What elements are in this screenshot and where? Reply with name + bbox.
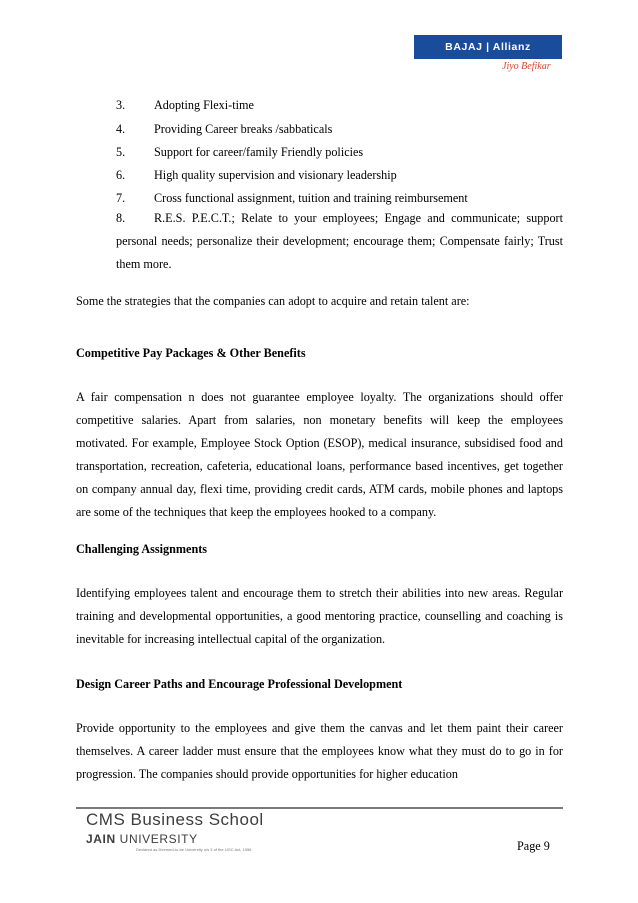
section-heading: Challenging Assignments bbox=[76, 542, 208, 556]
list-number: 7. bbox=[116, 191, 126, 205]
footer-school-name: CMS Business School bbox=[86, 810, 264, 829]
footer-university bbox=[86, 832, 198, 846]
intro-paragraph: Some the strategies that the companies can adopt to acquire and retain talent are: bbox=[76, 294, 470, 308]
list-text-continued: personal needs; personalize their development; encourage them; Compensate fairly; Trust them more. bbox=[116, 234, 563, 271]
university-name-bold: JAIN bbox=[86, 832, 116, 846]
list-number: 6. bbox=[116, 168, 126, 182]
section-paragraph: Identifying employees talent and encourage them to stretch their abilities into new areas. Regular training and developmental opportunities, a good mentoring practice, counselling and coaching is inevitable for increasing intellectual capital of the organization. bbox=[76, 586, 563, 646]
page-number: Page 9 bbox=[517, 839, 550, 853]
logo-text: BAJAJ | Allianz bbox=[445, 41, 531, 53]
list-number: 3. bbox=[116, 98, 126, 112]
section-paragraph: Provide opportunity to the employees and give them the canvas and let them paint their career themselves. A career ladder must ensure that the employees know what they must do to go in for progression. The companies should provide opportunities for higher education bbox=[76, 721, 563, 781]
section-heading: Competitive Pay Packages & Other Benefits bbox=[76, 346, 306, 360]
section-paragraph: A fair compensation n does not guarantee employee loyalty. The organizations should offer competitive salaries. Apart from salaries, non monetary benefits will keep the employees motivated. For example, Employee Stock Option (ESOP), medical insurance, subsidised food and transportation, recreation, cafeteria, educational loans, performance based incentives, get together on company annual day, flexi time, providing credit cards, ATM cards, mobile phones and laptops are some of the techniques that keep the employees hooked to a company. bbox=[76, 390, 563, 519]
list-number: 8. bbox=[116, 211, 126, 225]
university-name-rest: UNIVERSITY bbox=[115, 832, 198, 846]
section-heading: Design Career Paths and Encourage Professional Development bbox=[76, 677, 403, 691]
list-item bbox=[116, 207, 563, 276]
list-number: 4. bbox=[116, 122, 126, 136]
list-text: Support for career/family Friendly policies bbox=[154, 145, 364, 159]
logo-tagline: Jiyo Befikar bbox=[502, 61, 551, 72]
list-text: R.E.S. P.E.C.T.; Relate to your employees; Engage and communicate; support bbox=[154, 211, 563, 225]
list-text: Providing Career breaks /sabbaticals bbox=[154, 122, 333, 136]
footer-divider bbox=[76, 807, 563, 809]
list-text: Cross functional assignment, tuition and training reimbursement bbox=[154, 191, 468, 205]
footer-subtext: Declared as Deemed-to-be University u/s 3 of the UGC Act, 1956 bbox=[136, 847, 252, 852]
bajaj-allianz-logo bbox=[414, 35, 562, 59]
list-text: High quality supervision and visionary leadership bbox=[154, 168, 397, 182]
list-text: Adopting Flexi-time bbox=[154, 98, 254, 112]
list-number: 5. bbox=[116, 145, 126, 159]
